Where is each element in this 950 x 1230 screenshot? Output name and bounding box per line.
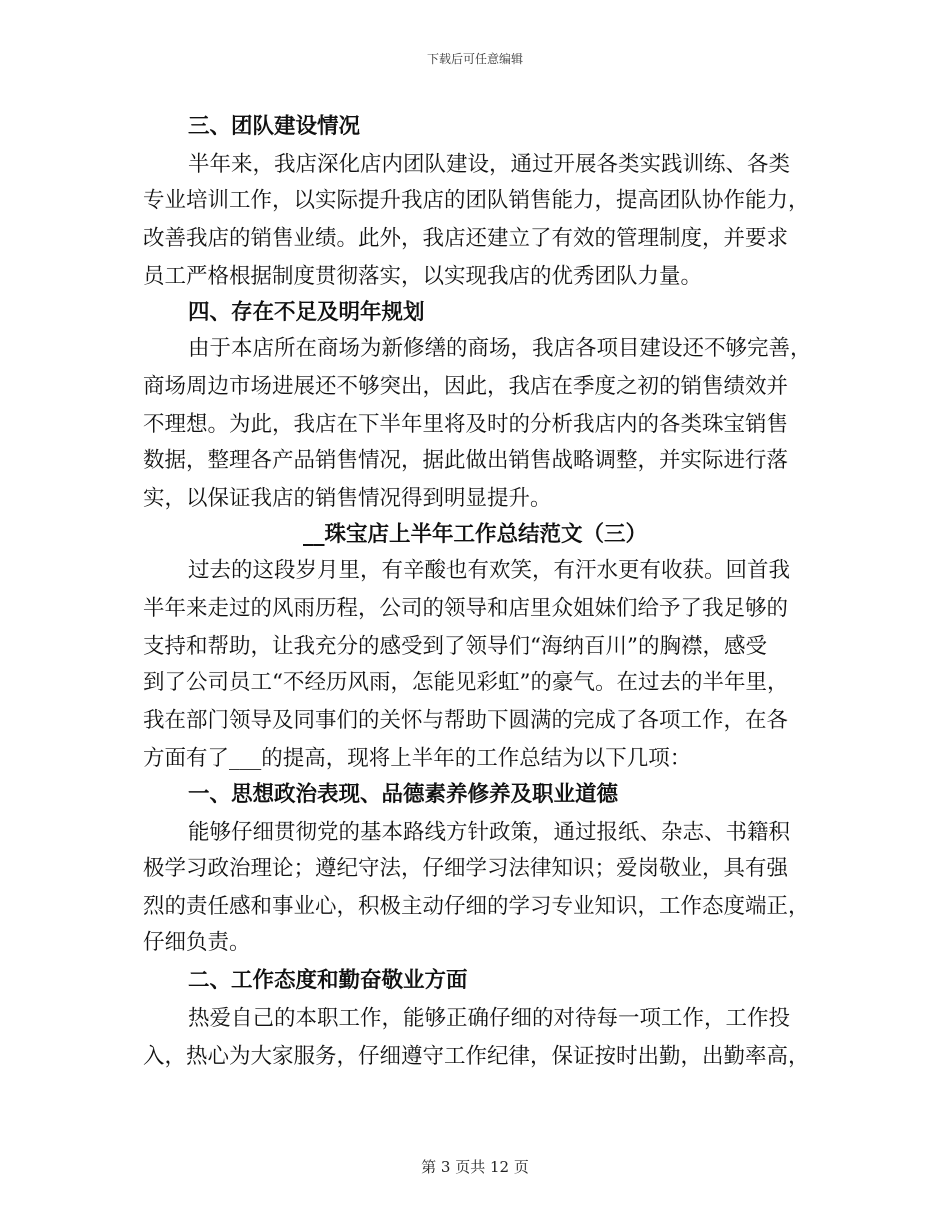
text-line: 支持和帮助，让我充分的感受到了领导们“海纳百川”的胸襟，感受 [143,634,767,659]
section-heading: 一、思想政治表现、品德素养修养及职业道德 [188,782,619,807]
text-line: 商场周边市场进展还不够突出，因此，我店在季度之初的销售绩效并 [143,374,789,399]
text-line: 热爱自己的本职工作，能够正确仔细的对待每一项工作，工作投 [188,1006,791,1031]
section-heading: __珠宝店上半年工作总结范文（三） [302,522,647,547]
text-line: 极学习政治理论；遵纪守法，仔细学习法律知识；爱岗敬业，具有强 [143,856,789,881]
text-line: 半年来走过的风雨历程，公司的领导和店里众姐妹们给予了我足够的 [143,596,789,621]
section-heading: 四、存在不足及明年规划 [188,300,425,325]
text-line: 由于本店所在商场为新修缮的商场，我店各项目建设还不够完善， [188,336,812,361]
text-line: 员工严格根据制度贯彻落实，以实现我店的优秀团队力量。 [143,264,703,289]
text-line: 改善我店的销售业绩。此外，我店还建立了有效的管理制度，并要求 [143,226,789,251]
text-line: 数据，整理各产品销售情况，据此做出销售战略调整，并实际进行落 [143,448,789,473]
text-line: 烈的责任感和事业心，积极主动仔细的学习专业知识，工作态度端正， [143,894,810,919]
text-line: 方面有了___的提高，现将上半年的工作总结为以下几项： [143,746,692,771]
page-header: 下载后可任意编辑 [426,52,523,66]
text-line: 仔细负责。 [143,930,251,955]
text-line: 入，热心为大家服务，仔细遵守工作纪律，保证按时出勤，出勤率高， [143,1044,810,1069]
text-line: 过去的这段岁月里，有辛酸也有欢笑，有汗水更有收获。回首我 [188,558,791,583]
section-heading: 三、团队建设情况 [188,114,361,139]
text-line: 半年来，我店深化店内团队建设，通过开展各类实践训练、各类 [188,152,791,177]
section-heading: 二、工作态度和勤奋敬业方面 [188,968,468,993]
text-line: 专业培训工作，以实际提升我店的团队销售能力，提高团队协作能力， [143,188,810,213]
text-line: 到了公司员工“不经历风雨，怎能见彩虹”的豪气。在过去的半年里， [143,670,789,695]
text-line: 不理想。为此，我店在下半年里将及时的分析我店内的各类珠宝销售 [143,412,789,437]
page-footer: 第 3 页共 12 页 [421,1158,529,1176]
text-line: 我在部门领导及同事们的关怀与帮助下圆满的完成了各项工作，在各 [143,708,789,733]
text-line: 实，以保证我店的销售情况得到明显提升。 [143,486,552,511]
text-line: 能够仔细贯彻党的基本路线方针政策，通过报纸、杂志、书籍积 [188,820,791,845]
